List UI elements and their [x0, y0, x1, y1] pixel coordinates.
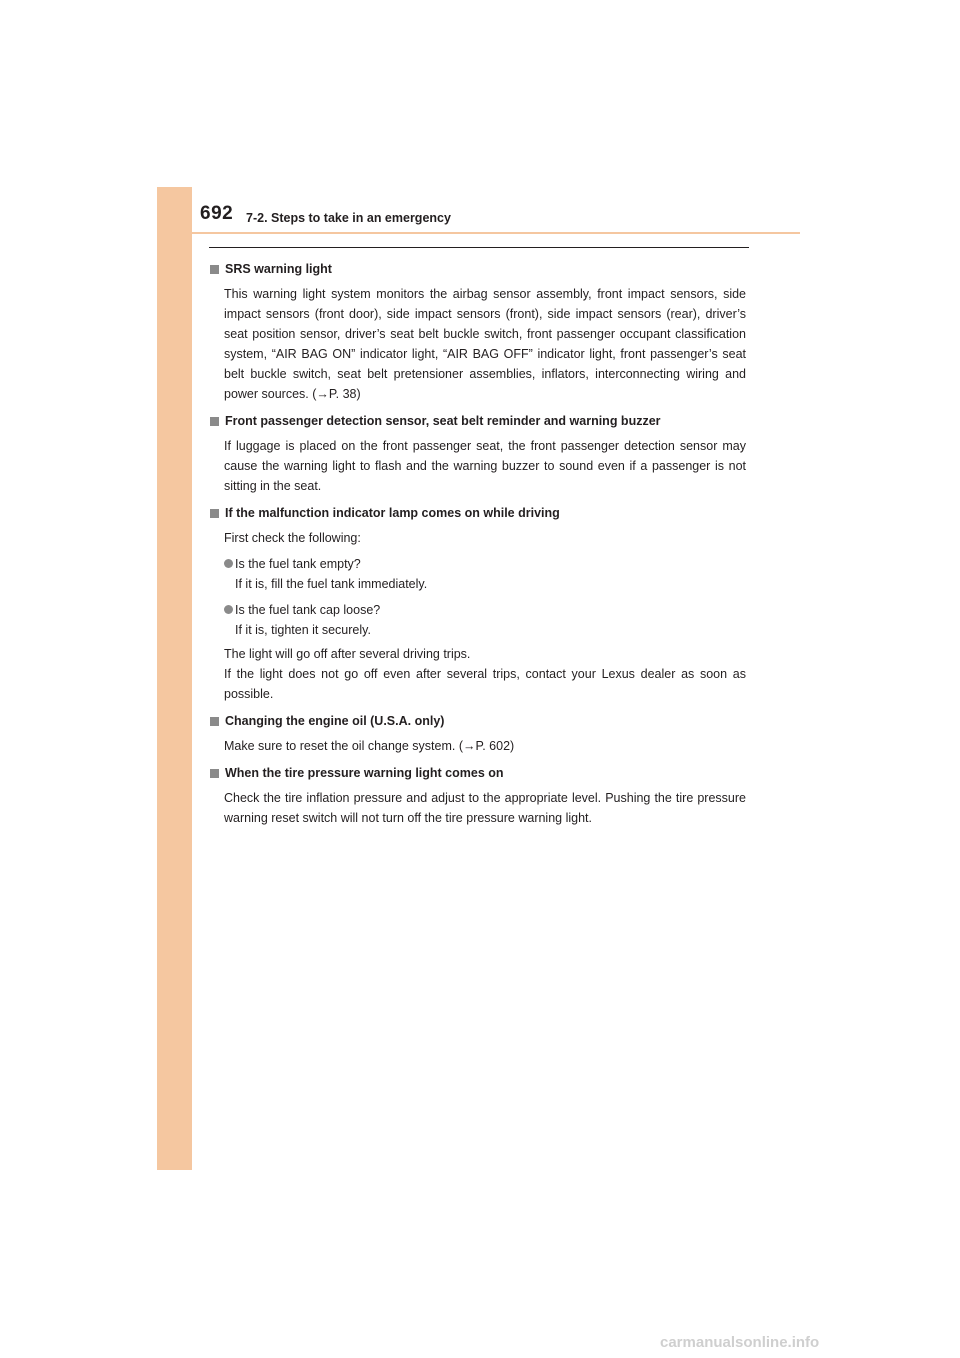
malfunction-intro: First check the following:	[224, 531, 361, 545]
page-content	[210, 260, 746, 828]
oil-heading	[210, 712, 746, 730]
square-bullet-icon	[210, 509, 219, 518]
square-bullet-icon	[210, 265, 219, 274]
section-title: 7-2. Steps to take in an emergency	[246, 211, 451, 225]
side-tab-band	[157, 187, 192, 1170]
tire-heading	[210, 764, 746, 782]
tire-body: Check the tire inflation pressure and adjust to the appropriate level. Pushing the tire pressure warning reset switch will not turn off the tire pressure warning light.	[224, 791, 746, 825]
list-item	[224, 554, 746, 594]
srs-heading-text: SRS warning light	[225, 262, 332, 276]
front-passenger-body: If luggage is placed on the front passenger seat, the front passenger detection sensor may cause the warning light to flash and the warning buzzer to sound even if a passenger is not sitting in the seat.	[224, 439, 746, 493]
page-number: 692	[200, 203, 234, 224]
circle-bullet-icon	[224, 559, 233, 568]
oil-heading-text: Changing the engine oil (U.S.A. only)	[225, 714, 445, 728]
malfunction-outro	[224, 644, 746, 704]
watermark: carmanualsonline.info	[660, 1334, 820, 1351]
bullet-question: Is the fuel tank empty?	[235, 557, 361, 571]
square-bullet-icon	[210, 417, 219, 426]
malfunction-outro-2: If the light does not go off even after several trips, contact your Lexus dealer as soon as possible.	[224, 667, 746, 701]
front-passenger-heading-text: Front passenger detection sensor, seat belt reminder and warning buzzer	[225, 414, 661, 428]
square-bullet-icon	[210, 717, 219, 726]
circle-bullet-icon	[224, 605, 233, 614]
header-rule	[192, 232, 800, 234]
tire-heading-text: When the tire pressure warning light comes on	[225, 766, 504, 780]
malfunction-heading-text: If the malfunction indicator lamp comes on while driving	[225, 506, 560, 520]
front-passenger-heading	[210, 412, 746, 430]
content-rule	[209, 247, 749, 248]
square-bullet-icon	[210, 769, 219, 778]
malfunction-outro-1: The light will go off after several driving trips.	[224, 647, 471, 661]
bullet-answer: If it is, fill the fuel tank immediately.	[235, 577, 428, 591]
malfunction-heading	[210, 504, 746, 522]
oil-body: Make sure to reset the oil change system. (→P. 602)	[224, 739, 515, 753]
bullet-answer: If it is, tighten it securely.	[235, 623, 371, 637]
list-item	[224, 600, 746, 640]
srs-body: This warning light system monitors the airbag sensor assembly, front impact sensors, side impact sensors (front door), side impact sensors (front), side impact sensors (rear), driver’s seat position sensor, driver’s seat belt buckle switch, front passenger occupant classification system, “AIR BAG ON” indicator light, “AIR BAG OFF” indicator light, front passenger’s seat belt buckle switch, seat belt pretensioner assemblies, inflators, interconnecting wiring and power sources. (→P. 38)	[224, 287, 746, 401]
bullet-question: Is the fuel tank cap loose?	[235, 603, 381, 617]
srs-heading	[210, 260, 746, 278]
